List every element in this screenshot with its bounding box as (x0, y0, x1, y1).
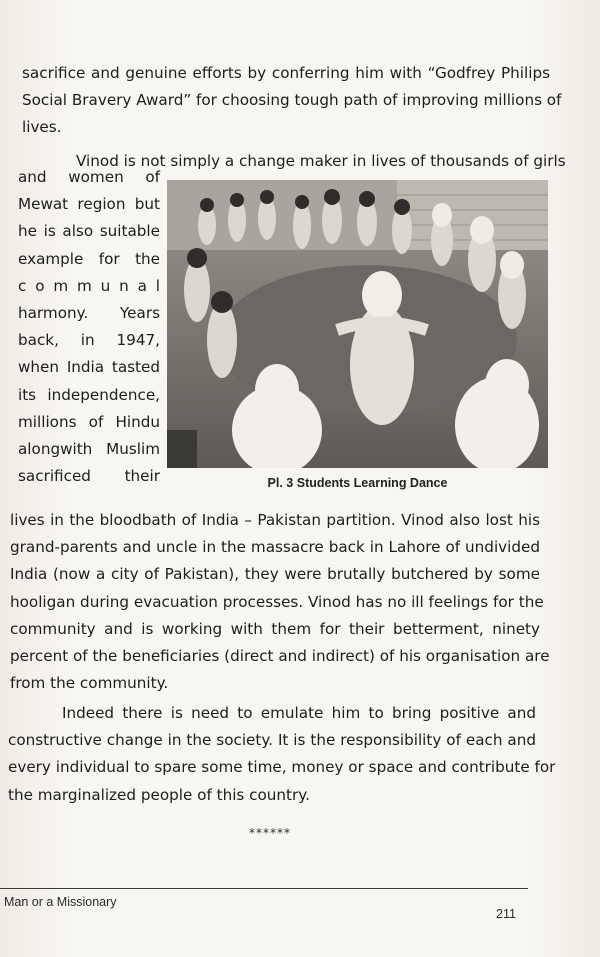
photo-illustration (167, 180, 548, 468)
continuation-line: from the community. (10, 674, 169, 693)
wrapped-line: millions of Hindu (18, 412, 160, 431)
continuation-line: community and is working with them for their betterment, ninety (10, 619, 540, 638)
paragraph-2-continuation (10, 507, 550, 697)
paragraph-3 (8, 700, 556, 809)
footer-divider (0, 888, 528, 889)
wrapped-line: Mewat region but (18, 195, 160, 214)
paragraph-3-line-4: the marginalized people of this country. (8, 785, 310, 804)
page-number: 211 (496, 907, 516, 921)
continuation-line: grand-parents and uncle in the massacre back in Lahore of undivided (10, 538, 540, 557)
wrapped-line: and women of (18, 168, 160, 186)
paragraph-1 (22, 60, 562, 142)
continuation-line: lives in the bloodbath of India – Pakistan partition. Vinod also lost his (10, 511, 540, 529)
paragraph-2-line-1: Vinod is not simply a change maker in lives of thousands of girls (76, 152, 566, 170)
paragraph-1-line-1: sacrifice and genuine efforts by conferring him with “Godfrey Philips (22, 64, 550, 82)
wrapped-line: c o m m u n a l (18, 276, 160, 295)
wrapped-line: its independence, (18, 385, 160, 404)
section-separator: ****** (249, 826, 291, 840)
paragraph-1-line-3: lives. (22, 118, 62, 137)
wrapped-line: harmony. Years (18, 303, 160, 322)
running-footer-title: Man or a Missionary (4, 895, 117, 909)
paragraph-3-line-3: every individual to spare some time, money or space and contribute for (8, 758, 556, 777)
paragraph-3-line-2: constructive change in the society. It is the responsibility of each and (8, 731, 536, 750)
wrapped-line: sacrificed their (18, 467, 160, 486)
wrapped-line: when India tasted (18, 358, 160, 377)
wrapped-line: example for the (18, 249, 160, 268)
students-dance-photo (167, 180, 548, 468)
continuation-line: India (now a city of Pakistan), they were brutally butchered by some (10, 565, 540, 584)
figure-caption: Pl. 3 Students Learning Dance (267, 476, 448, 490)
paragraph-3-line-1: Indeed there is need to emulate him to bring positive and (62, 704, 536, 722)
continuation-line: hooligan during evacuation processes. Vinod has no ill feelings for the (10, 592, 544, 611)
wrapped-line: he is also suitable (18, 222, 160, 241)
paragraph-1-line-2: Social Bravery Award” for choosing tough path of improving millions of (22, 91, 562, 110)
continuation-line: percent of the beneficiaries (direct and indirect) of his organisation are (10, 646, 550, 665)
paragraph-2-wrapped (18, 164, 160, 490)
wrapped-line: back, in 1947, (18, 331, 160, 350)
wrapped-line: alongwith Muslim (18, 439, 160, 458)
